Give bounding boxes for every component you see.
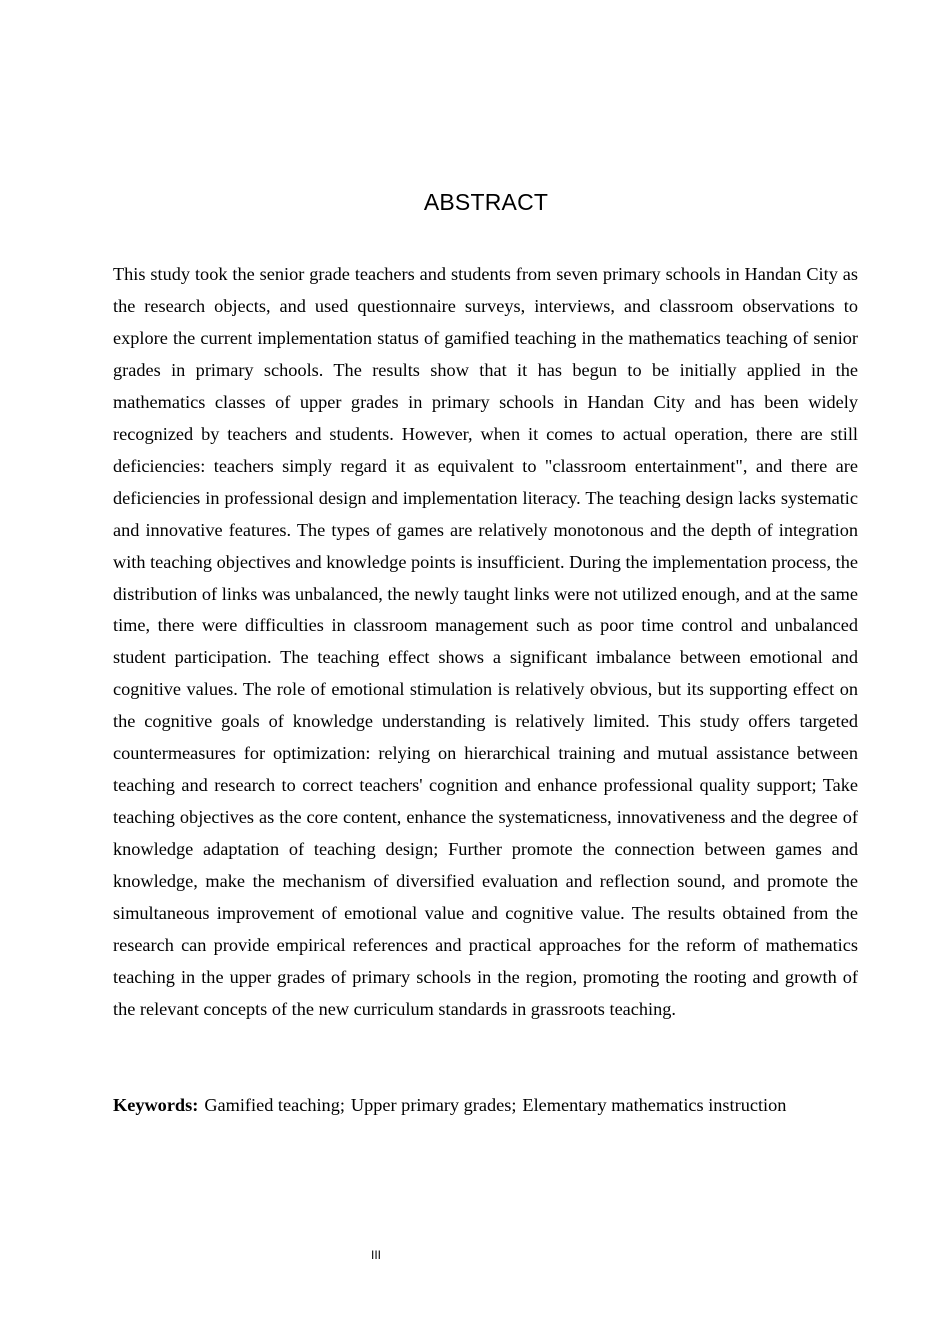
page-number: III <box>370 1248 381 1262</box>
keywords-label: Keywords: <box>113 1095 199 1115</box>
keyword-elementary-mathematics-instruction: Elementary mathematics instruction <box>522 1095 787 1115</box>
abstract-title: ABSTRACT <box>423 189 549 215</box>
keywords-line <box>113 1089 873 1121</box>
keyword-upper-primary-grades: Upper primary grades; <box>350 1095 517 1115</box>
abstract-paragraph: This study took the senior grade teachers and students from seven primary schools in Handan City as the research objects, and used questionnaire surveys, interviews, and classroom observations to explore the current implementation status of gamified teaching in the mathematics teaching of senior grades in primary schools. The results show that it has begun to be initially applied in the mathematics classes of upper grades in primary schools in Handan City and has been widely recognized by teachers and students. However, when it comes to actual operation, there are still deficiencies: teachers simply regard it as equivalent to "classroom entertainment", and there are deficiencies in professional design and implementation literacy. The teaching design lacks systematic and innovative features. The types of games are relatively monotonous and the depth of integration with teaching objectives and knowledge points is insufficient. During the implementation process, the distribution of links was unbalanced, the newly taught links were not utilized enough, and at the same time, there were difficulties in classroom management such as poor time control and unbalanced student participation. The teaching effect shows a significant imbalance between emotional and cognitive values. The role of emotional stimulation is relatively obvious, but its supporting effect on the cognitive goals of knowledge understanding is relatively limited. This study offers targeted countermeasures for optimization: relying on hierarchical training and mutual assistance between teaching and research to correct teachers' cognition and enhance professional quality support; Take teaching objectives as the core content, enhance the systematicness, innovativeness and the degree of knowledge adaptation of teaching design; Further promote the connection between games and knowledge, make the mechanism of diversified evaluation and reflection sound, and promote the simultaneous improvement of emotional value and cognitive value. The results obtained from the research can provide empirical references and practical approaches for the reform of mathematics teaching in the upper grades of primary schools in the region, promoting the rooting and growth of the relevant concepts of the new curriculum standards in grassroots teaching. <box>113 264 858 1019</box>
keyword-gamified-teaching: Gamified teaching; <box>204 1095 345 1115</box>
